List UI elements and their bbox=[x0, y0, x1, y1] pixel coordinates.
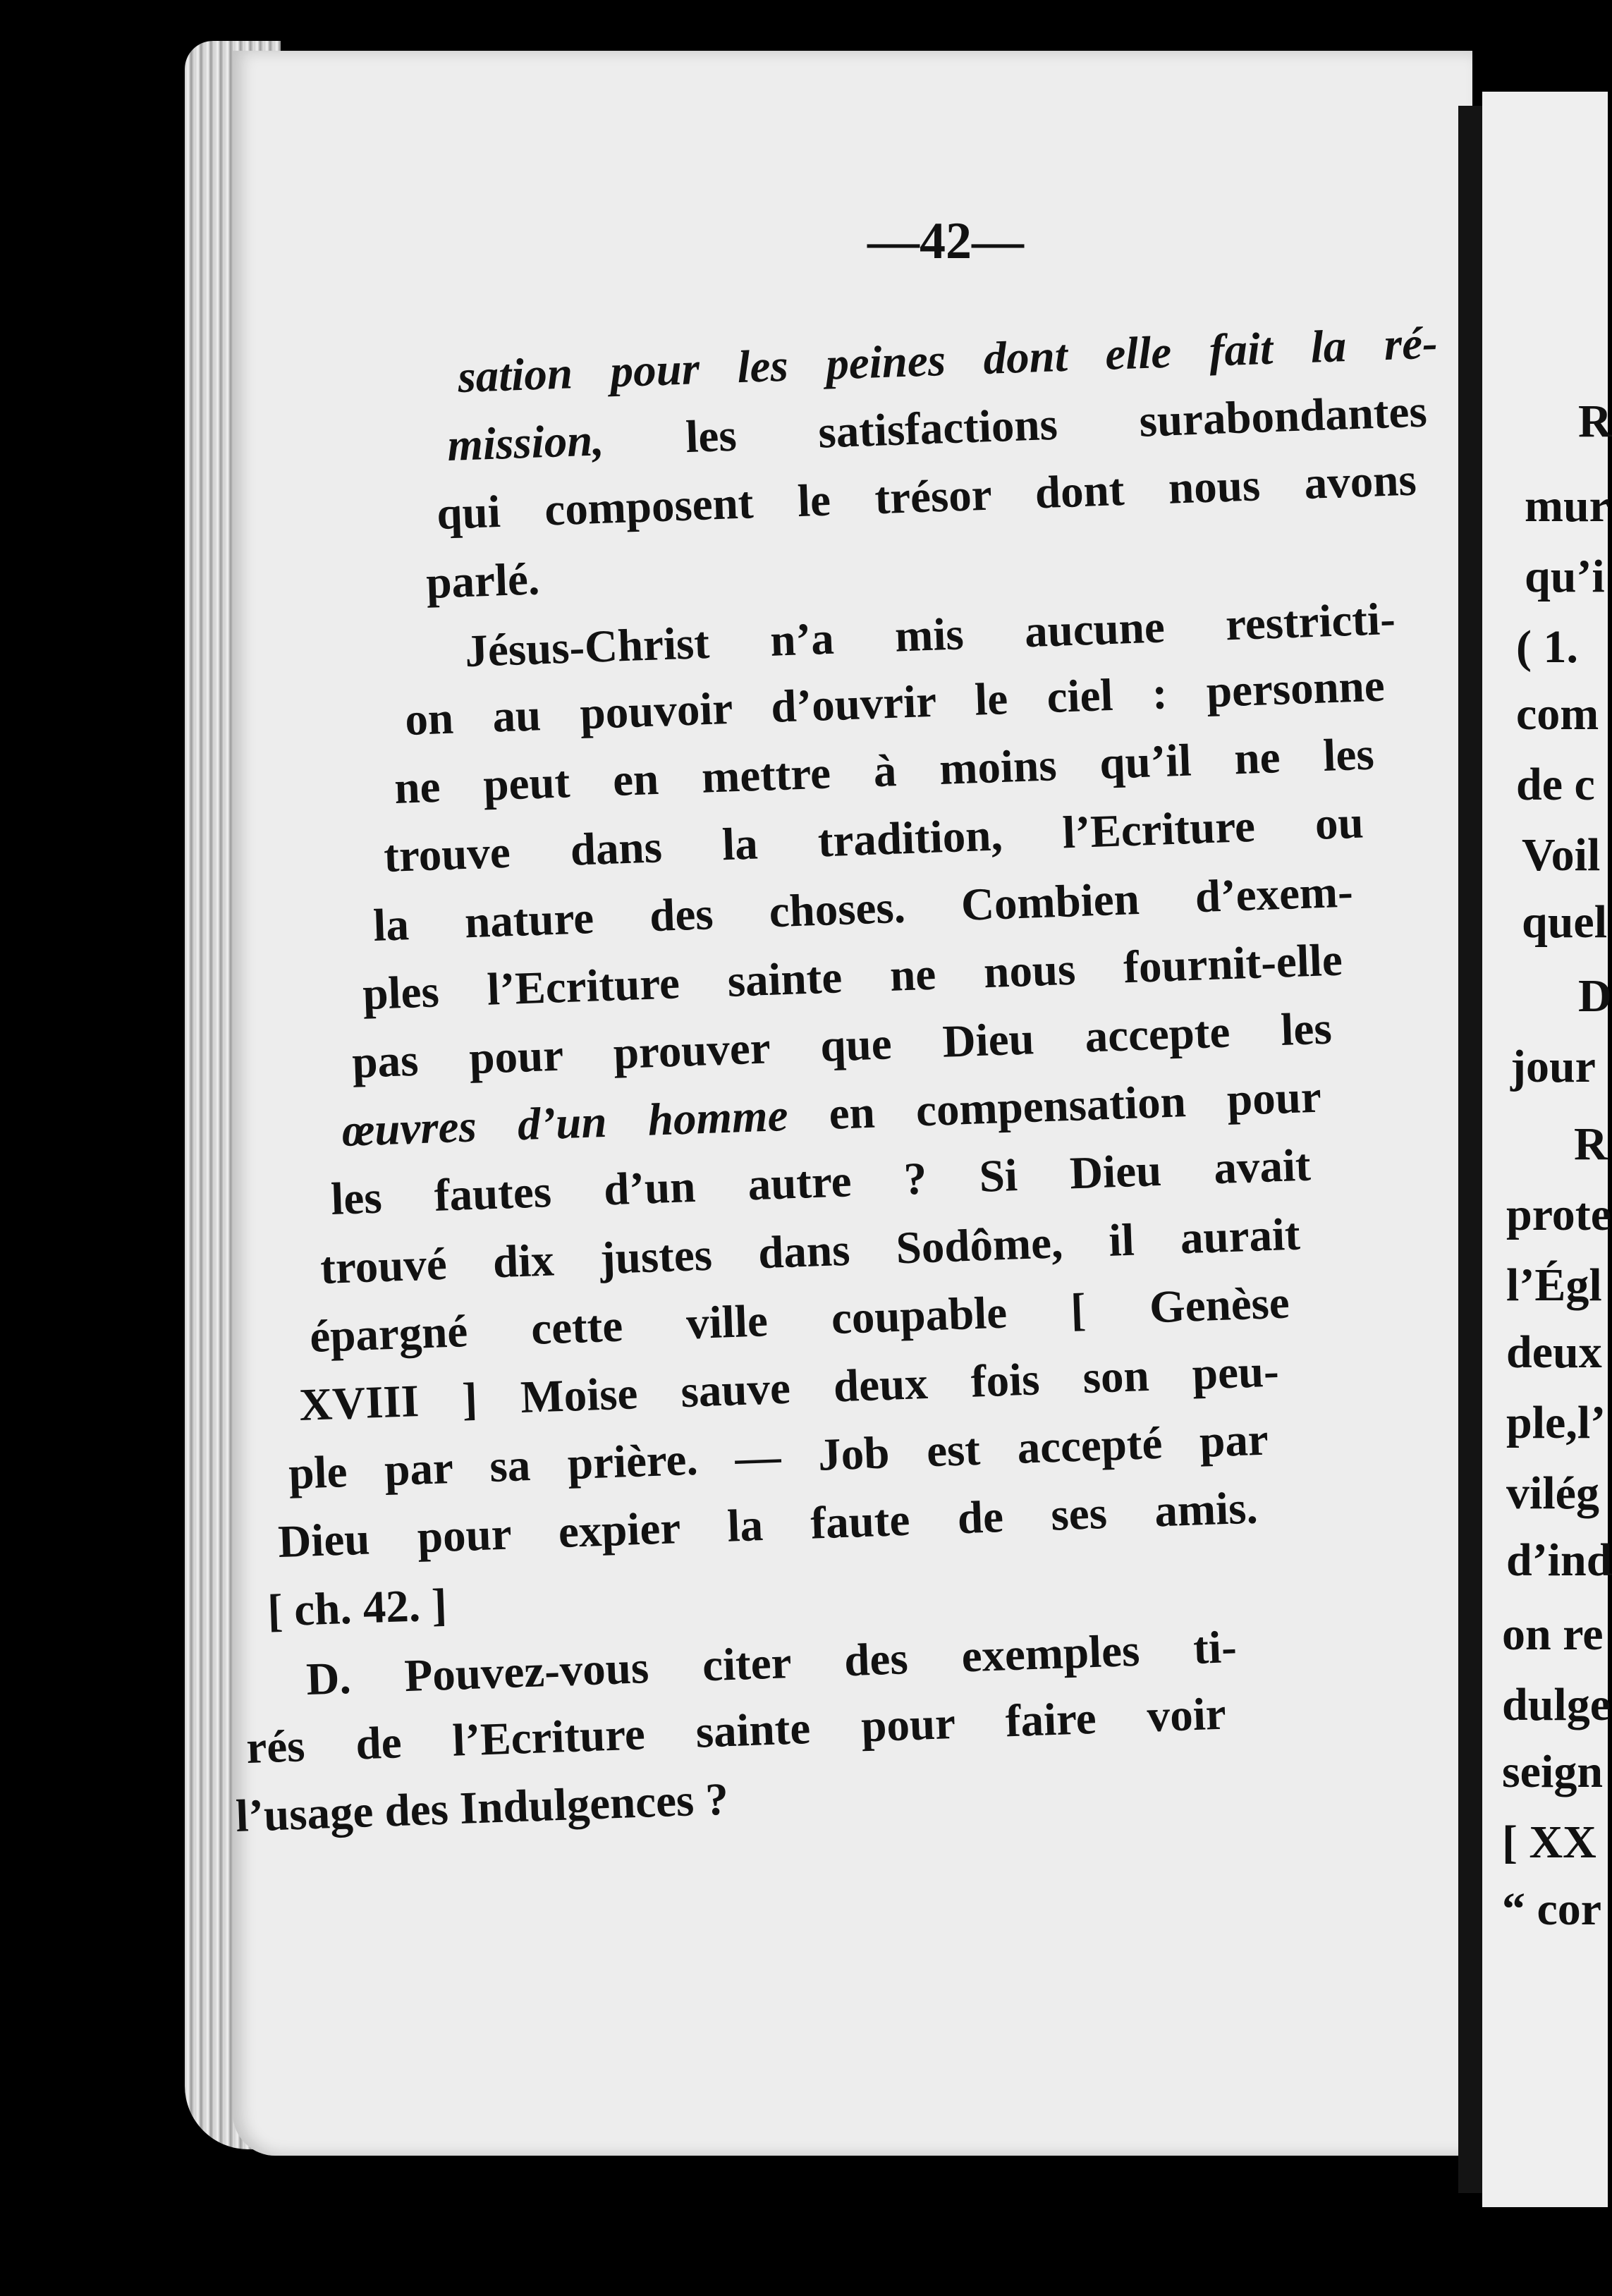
facing-page-fragment: dulge bbox=[1502, 1679, 1611, 1730]
facing-page-fragment: jour bbox=[1510, 1041, 1596, 1092]
page-number: —42— bbox=[867, 212, 1024, 270]
facing-page-fragment: [ XX bbox=[1502, 1816, 1596, 1868]
facing-page-fragment: R bbox=[1578, 396, 1612, 447]
facing-page-fragment: “ cor bbox=[1502, 1883, 1602, 1935]
facing-page-fragment: deux bbox=[1506, 1326, 1602, 1378]
facing-page-fragment: R bbox=[1574, 1118, 1608, 1170]
text-run: trouve dans la tradition, l’Ecriture ou bbox=[383, 797, 1364, 883]
facing-page-fragment: D bbox=[1578, 970, 1612, 1022]
text-run: l’usage des Indulgences ? bbox=[235, 1773, 730, 1843]
text-run: XVIII ] Moise sauve deux fois son peu- bbox=[298, 1345, 1280, 1431]
text-run: pas pour prouver que Dieu accepte les bbox=[351, 1003, 1333, 1088]
text-run: ples l’Ecriture sainte ne nous fournit-elle bbox=[362, 934, 1343, 1020]
text-run: D. Pouvez-vous citer des exemples ti- bbox=[305, 1621, 1238, 1705]
facing-page-fragment: on re bbox=[1502, 1608, 1604, 1660]
facing-page-fragment: mur bbox=[1525, 480, 1610, 532]
text-run: rés de l’Ecriture sainte pour faire voir bbox=[245, 1688, 1227, 1773]
italic-text: mission, bbox=[446, 415, 605, 472]
facing-page-fragment: vilég bbox=[1506, 1467, 1599, 1519]
facing-page-fragment: ( 1. bbox=[1516, 621, 1578, 673]
italic-text: sation pour les peines dont elle fait la ré- bbox=[457, 317, 1439, 403]
text-run: ple par sa prière. — Job est accepté par bbox=[288, 1414, 1269, 1500]
facing-page-fragment: l’Égl bbox=[1506, 1259, 1602, 1311]
text-run: parlé. bbox=[425, 553, 541, 609]
text-run: on au pouvoir d’ouvrir le ciel : personne bbox=[404, 660, 1386, 745]
text-run: les fautes d’un autre ? Si Dieu avait bbox=[330, 1140, 1312, 1226]
facing-page-fragment: Voil bbox=[1522, 829, 1601, 881]
text-run: qui composent le trésor dont nous avons bbox=[436, 454, 1417, 540]
text-run: trouvé dix justes dans Sodôme, il aurait bbox=[319, 1209, 1301, 1294]
facing-page-fragment: quel bbox=[1522, 896, 1608, 948]
text-run: les satisfactions surabondantes bbox=[603, 386, 1428, 466]
text-run: la nature des choses. Combien d’exem- bbox=[372, 866, 1354, 951]
facing-page-fragment: de c bbox=[1516, 759, 1595, 810]
facing-page-fragment: prote bbox=[1506, 1189, 1612, 1240]
text-run: Dieu pour expier la faute de ses amis. bbox=[277, 1482, 1259, 1568]
facing-page-fragment: qu’i bbox=[1525, 551, 1605, 602]
facing-page-fragment: d’ind bbox=[1506, 1534, 1612, 1586]
text-run: [ ch. 42. ] bbox=[267, 1579, 448, 1637]
facing-page-fragment: com bbox=[1516, 688, 1599, 740]
italic-text: œuvres d’un homme bbox=[341, 1090, 789, 1157]
text-run: Jésus-Christ n’a mis aucune restricti- bbox=[464, 593, 1396, 677]
facing-page-fragment: seign bbox=[1502, 1746, 1604, 1797]
text-run: épargné cette ville coupable [ Genèse bbox=[309, 1277, 1290, 1362]
text-run: ne peut en mettre à moins qu’il ne les bbox=[393, 728, 1375, 814]
facing-page-fragment: ple,l’ bbox=[1506, 1397, 1606, 1448]
text-run: en compensation pour bbox=[787, 1071, 1322, 1142]
